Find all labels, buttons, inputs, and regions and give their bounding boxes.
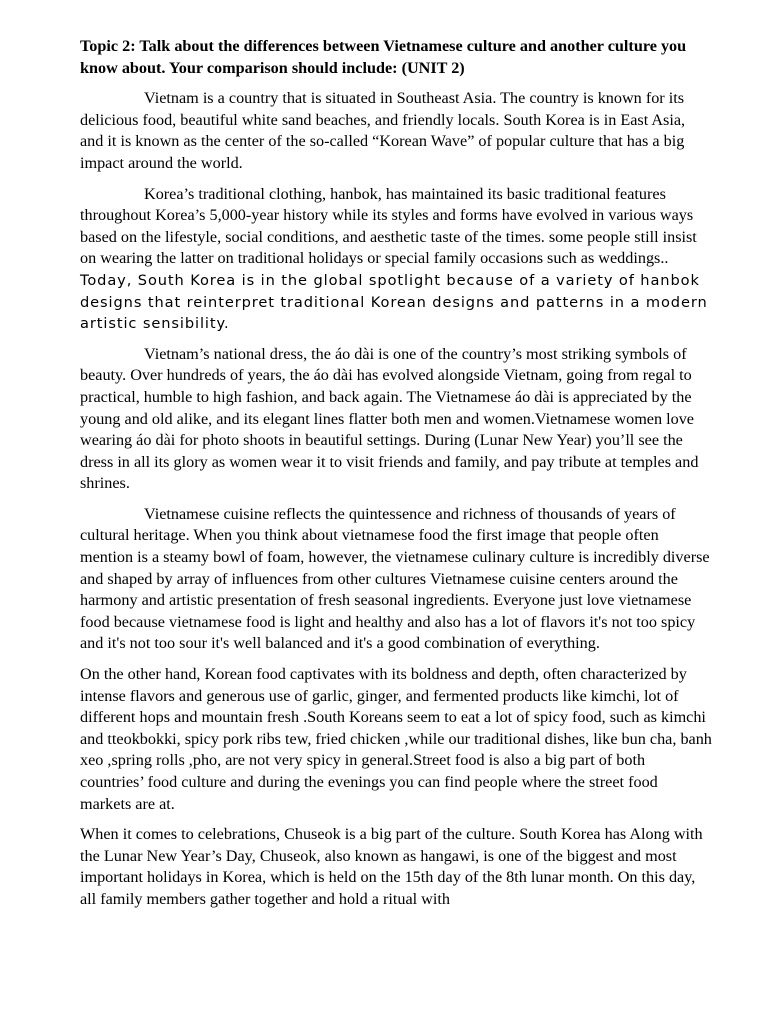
paragraph-intro: Vietnam is a country that is situated in Southeast Asia. The country is known for its delicious food, beautiful white sand beaches, and friendly locals. South Korea is in East Asia, and it is known as the center of the so-called “Korean Wave” of popular culture that has a big impact around the world. [80, 89, 686, 172]
paragraph-korean-food: On the other hand, Korean food captivates with its boldness and depth, often characterized by intense flavors and generous use of garlic, ginger, and fermented products like kimchi, lot of different hops and mountain fresh .South Koreans seem to eat a lot of spicy food, such as kimchi and tteokbokki, spicy pork ribs tew, fried chicken ,while our traditional dishes, like bun cha, banh xeo ,spring rolls ,pho, are not very spicy in general.Street food is also a big part of both countries’ food culture and during the evenings you can find people where the street food markets are at. [80, 665, 712, 813]
document-page [80, 36, 712, 920]
paragraph-celebrations: When it comes to celebrations, Chuseok is a big part of the culture. South Korea has Along with the Lunar New Year’s Day, Chuseok, also known as hangawi, is one of the biggest and most important holidays in Korea, which is held on the 15th day of the 8th lunar month. On this day, all family members gather together and hold a ritual with [80, 825, 703, 908]
paragraph-hanbok-text: Korea’s traditional clothing, hanbok, has maintained its basic traditional features throughout Korea’s 5,000-year history while its styles and forms have evolved in various ways based on the lifestyle, social conditions, and aesthetic taste of the times. some people still insist on wearing the latter on traditional holidays or special family occasions such as weddings.. [80, 184, 697, 268]
paragraph-hanbok [80, 184, 712, 335]
document-title: Topic 2: Talk about the differences between Vietnamese culture and another culture you know about. Your comparison should include: (UNIT 2) [80, 37, 687, 77]
paragraph-hanbok-sans-text: Today, South Korea is in the global spotlight because of a variety of hanbok designs that reinterpret traditional Korean designs and patterns in a modern artistic sensibility. [80, 271, 708, 333]
paragraph-vietnamese-cuisine: Vietnamese cuisine reflects the quintessence and richness of thousands of years of cultural heritage. When you think about vietnamese food the first image that people often mention is a steamy bowl of foam, however, the vietnamese culinary culture is incredibly diverse and shaped by array of influences from other cultures Vietnamese cuisine centers around the harmony and artistic presentation of fresh seasonal ingredients. Everyone just love vietnamese food because vietnamese food is light and healthy and also has a lot of flavors it's not too spicy and it's not too sour it's well balanced and it's a good combination of everything. [80, 504, 710, 653]
paragraph-ao-dai: Vietnam’s national dress, the áo dài is one of the country’s most striking symbols of beauty. Over hundreds of years, the áo dài has evolved alongside Vietnam, going from regal to practical, humble to high fashion, and back again. The Vietnamese áo dài is appreciated by the young and old alike, and its elegant lines flatter both men and women.Vietnamese women love wearing áo dài for photo shoots in beautiful settings. During (Lunar New Year) you’ll see the dress in all its glory as women wear it to visit friends and family, and pay tribute at temples and shrines. [80, 344, 699, 493]
